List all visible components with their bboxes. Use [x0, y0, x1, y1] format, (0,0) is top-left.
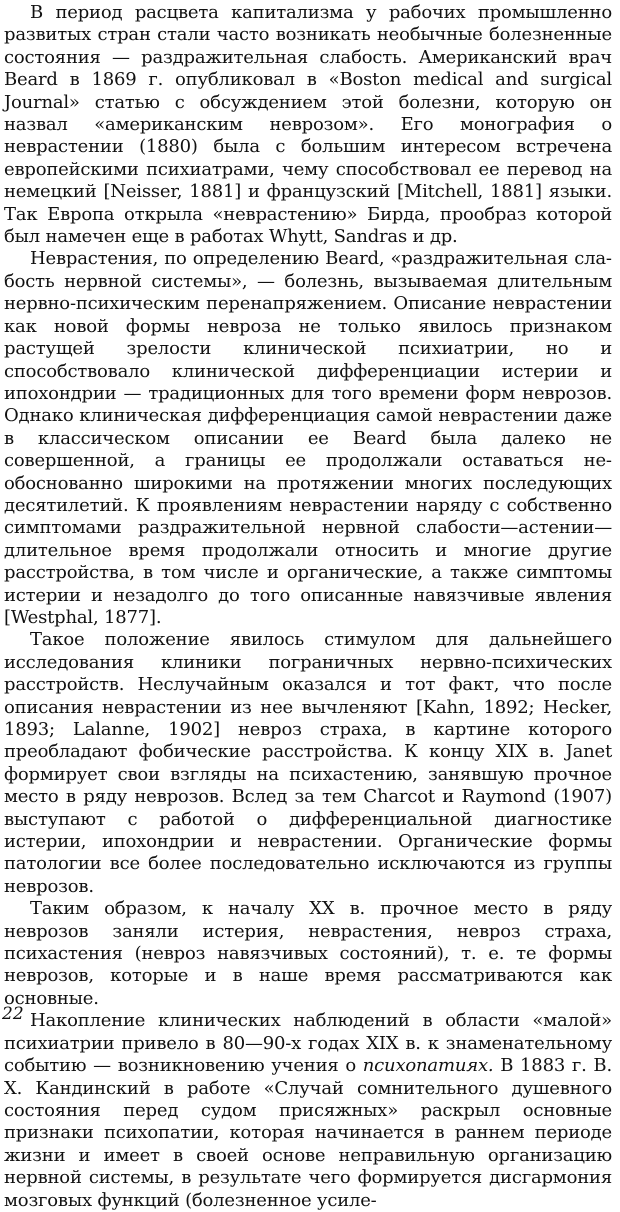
paragraph-5 — [4, 1010, 612, 1212]
page-number: 22 — [2, 1004, 24, 1024]
paragraph-4: Таким образом, к началу XX в. прочное место в ряду неврозов заняли истерия, неврастения, невроз страха, психастения (невроз навязчивых состояний), т. е. те формы неврозов, которые и в наше время рассматриваются как основные. — [4, 898, 612, 1009]
paragraph-3: Такое положение явилось стимулом для дальнейшего исследования клиники пограничных нервно-психических расстройств. Неслучайным оказался и тот факт, что после описания неврастении из нее вычленяют [Kahn, 1892; Hecker, 1893; Lalanne, 1902] невроз страха, в картине которого преобладают фобические расстройства. К концу XIX в. Janet формирует свои взгляды на психастению, занявшую прочное место в ряду неврозов. Вслед за тем Charcot и Raymond (1907) выступают с работой о дифференциальной диагностике истерии, ипохондрии и неврастении. Органические формы патологии все более последовательно исключаются из группы неврозов. — [4, 629, 612, 897]
paragraph-1: В период расцвета капитализма у рабочих промышленно развитых стран стали часто возникать необычные болезненные состояния — раздражительная слабость. Американский врач Beard в 1869 г. опубликовал в «Boston medical and surgical Journal» статью с обсуждением этой болезни, которую он назвал «американским неврозом». Его монография о неврастении (1880) была с большим интересом встречена европейскими психиатрами, чему способствовал ее перевод на немецкий [Neisser, 1881] и французский [Mitchell, 1881] языки. Так Европа открыла «неврастению» Бирда, прообраз которой был намечен еще в работах Whytt, Sandras и др. — [4, 2, 612, 248]
body-text — [4, 2, 612, 1212]
paragraph-5-text-before: Накопление клинических наблюдений в области «малой» психиатрии привело в 80—90-х годах XIX в. к знаменательному событию — возникновению учения о — [4, 1010, 612, 1077]
paragraph-5-emphasis: психопатиях. — [362, 1055, 494, 1077]
paragraph-2: Неврастения, по определению Beard, «раздражительная слабость нервной системы», — болезнь, вызываемая длительным нервно-психическим перенапряжением. Описание неврастении как новой формы невроза не только явилось признаком растущей зрелости клинической психиатрии, но и способствовало клинической дифференциации истерии и ипохондрии — традиционных для того времени форм неврозов. Однако клиническая дифференциация самой неврастении даже в классическом описании ее Beard была далеко не совершенной, а границы ее продолжали оставаться необоснованно широкими на протяжении многих последующих десятилетий. К проявлениям неврастении наряду с собственно симптомами раздражительной нервной слабости—астении—длительное время продолжали относить и многие другие расстройства, в том числе и органические, а также симптомы истерии и незадолго до того описанные навязчивые явления [Westphal, 1877]. — [4, 248, 612, 628]
paragraph-5-text-after: В 1883 г. В. Х. Кандинский в работе «Случай сомнительного душевного состояния перед судом присяжных» раскрыл основные признаки психопатии, которая начинается в раннем периоде жизни и имеет в своей основе неправильную организацию нервной системы, в результате чего формируется дисгармония мозговых функций (болезненное усиле- — [4, 1055, 612, 1211]
